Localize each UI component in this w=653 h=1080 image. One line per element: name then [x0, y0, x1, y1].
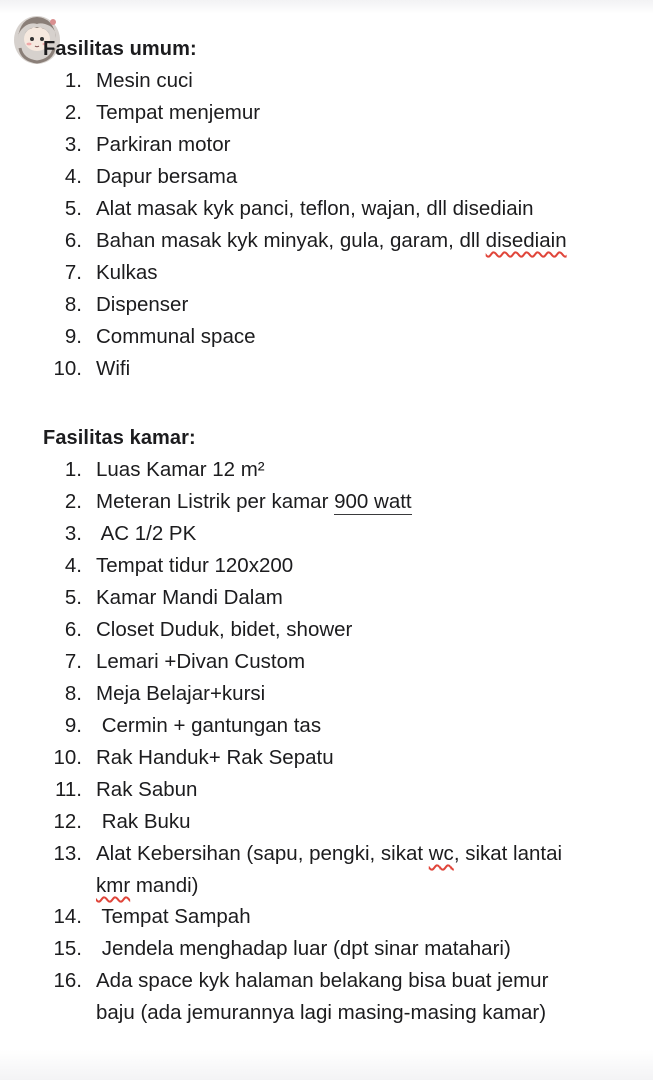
item-number: 6. [64, 229, 82, 252]
item-text-part: mandi) [130, 874, 199, 897]
item-number: 3. [64, 133, 82, 156]
item-number: 1. [64, 458, 82, 481]
item-text: Kulkas [96, 261, 158, 284]
item-number: 9. [64, 325, 82, 348]
item-text: Rak Sabun [96, 778, 198, 801]
item-text-continued: baju (ada jemurannya lagi masing-masing kamar) [96, 1001, 547, 1024]
item-number: 10. [53, 746, 82, 769]
item-number: 4. [64, 165, 82, 188]
top-edge-shadow [0, 0, 653, 14]
item-number: 1. [64, 69, 82, 92]
item-text [96, 225, 567, 257]
spellcheck-word[interactable]: disediain [485, 229, 567, 252]
item-text-part: , sikat lantai [453, 842, 563, 865]
item-text: Alat masak kyk panci, teflon, wajan, dll disediain [96, 197, 534, 220]
item-number: 13. [53, 842, 82, 865]
spellcheck-word[interactable]: wc [428, 842, 454, 865]
item-text-part: Meteran Listrik per kamar [96, 490, 335, 513]
item-text: Dapur bersama [96, 165, 238, 188]
item-text-continued [96, 870, 199, 902]
section-title-fasilitas-umum: Fasilitas umum: [43, 38, 197, 60]
item-text: Lemari +Divan Custom [96, 650, 306, 673]
item-number: 10. [53, 357, 82, 380]
item-number: 2. [64, 490, 82, 513]
item-number: 6. [64, 618, 82, 641]
item-text: Kamar Mandi Dalam [96, 586, 283, 609]
item-number: 8. [64, 293, 82, 316]
item-text: Dispenser [96, 293, 189, 316]
item-text: Meja Belajar+kursi [96, 682, 266, 705]
item-number: 15. [53, 937, 82, 960]
item-number: 12. [53, 810, 82, 833]
item-text-part: Bahan masak kyk minyak, gula, garam, dll [96, 229, 486, 252]
item-number: 5. [64, 586, 82, 609]
item-text: Cermin + gantungan tas [96, 714, 322, 737]
item-number: 16. [53, 969, 82, 992]
item-text [96, 838, 562, 870]
data-detector-link[interactable]: 900 watt [334, 490, 412, 513]
item-text: Rak Buku [96, 810, 191, 833]
item-number: 2. [64, 101, 82, 124]
item-text: Communal space [96, 325, 256, 348]
item-number: 7. [64, 650, 82, 673]
item-number: 3. [64, 522, 82, 545]
item-text-part: Alat Kebersihan (sapu, pengki, sikat [96, 842, 429, 865]
item-number: 4. [64, 554, 82, 577]
item-text: Ada space kyk halaman belakang bisa buat jemur [96, 969, 549, 992]
item-text [96, 486, 412, 518]
item-number: 7. [64, 261, 82, 284]
spellcheck-word[interactable]: kmr [96, 874, 131, 897]
item-text: Tempat tidur 120x200 [96, 554, 294, 577]
item-number: 14. [53, 905, 82, 928]
item-number: 9. [64, 714, 82, 737]
item-text: Mesin cuci [96, 69, 193, 92]
item-text: AC 1/2 PK [96, 522, 197, 545]
item-text: Tempat Sampah [96, 905, 251, 928]
item-number: 8. [64, 682, 82, 705]
item-number: 5. [64, 197, 82, 220]
item-text: Jendela menghadap luar (dpt sinar matahari) [96, 937, 511, 960]
item-number: 11. [55, 778, 82, 801]
bottom-edge-shadow [0, 1050, 653, 1080]
section-title-fasilitas-kamar: Fasilitas kamar: [43, 427, 196, 449]
item-text: Luas Kamar 12 m² [96, 458, 265, 481]
item-text: Wifi [96, 357, 131, 380]
item-text: Rak Handuk+ Rak Sepatu [96, 746, 334, 769]
item-text: Parkiran motor [96, 133, 231, 156]
item-text: Tempat menjemur [96, 101, 261, 124]
item-text: Closet Duduk, bidet, shower [96, 618, 353, 641]
